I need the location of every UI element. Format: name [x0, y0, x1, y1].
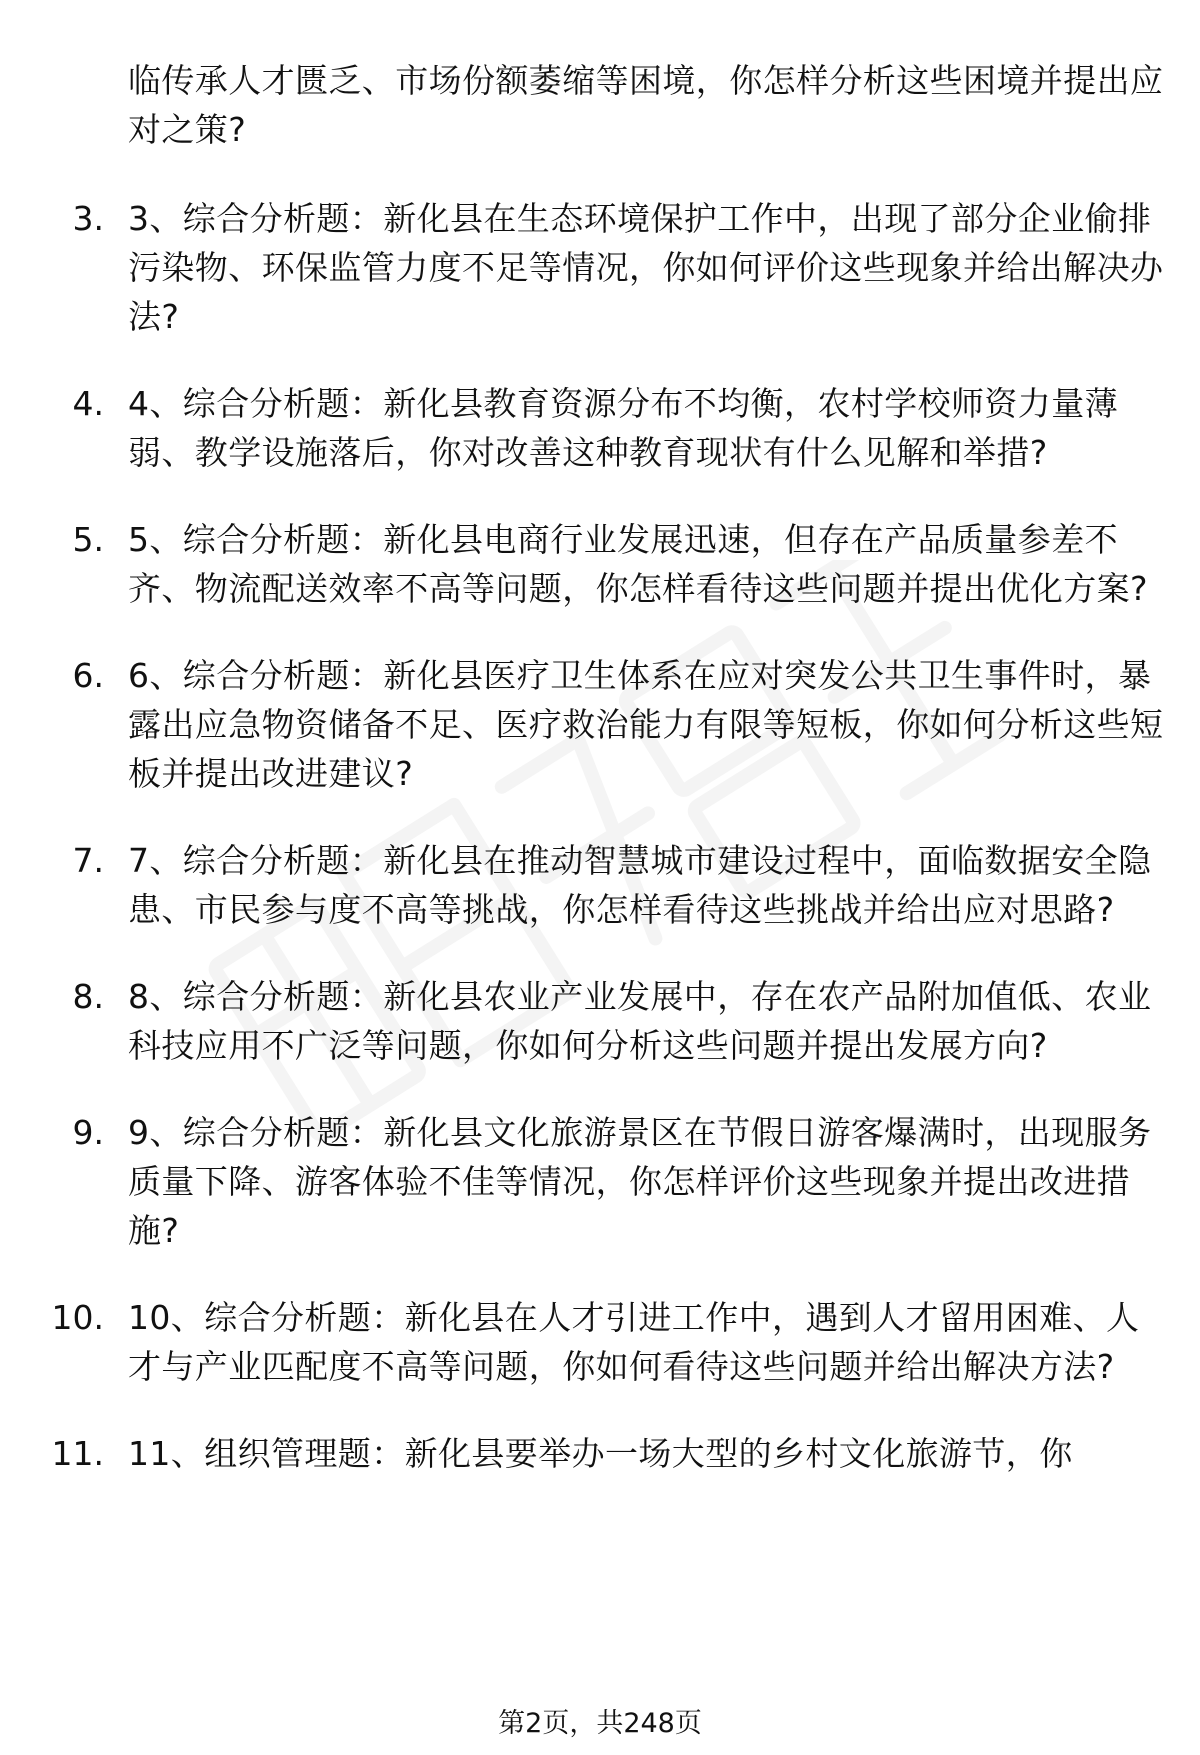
- item-text: 6、综合分析题：新化县医疗卫生体系在应对突发公共卫生事件时，暴露出应急物资储备不足、医疗救治能力有限等短板，你如何分析这些短板并提出改进建议?: [128, 656, 1164, 793]
- item-number: 10.: [51, 1298, 104, 1337]
- item-number: 11.: [51, 1434, 104, 1473]
- list-item: [0, 194, 1200, 341]
- item-number: 6.: [72, 656, 104, 695]
- list-item: [0, 1429, 1200, 1478]
- item-text: 10、综合分析题：新化县在人才引进工作中，遇到人才留用困难、人才与产业匹配度不高等问题，你如何看待这些问题并给出解决方法?: [128, 1298, 1140, 1386]
- item-number: 5.: [72, 520, 104, 559]
- list-item: [0, 836, 1200, 934]
- item-text: 5、综合分析题：新化县电商行业发展迅速，但存在产品质量参差不齐、物流配送效率不高等问题，你怎样看待这些问题并提出优化方案?: [128, 520, 1148, 608]
- item-text: 8、综合分析题：新化县农业产业发展中，存在农产品附加值低、农业科技应用不广泛等问题，你如何分析这些问题并提出发展方向?: [128, 977, 1152, 1065]
- list-item: [0, 1108, 1200, 1255]
- continuation-text: 临传承人才匮乏、市场份额萎缩等困境，你怎样分析这些困境并提出应对之策?: [128, 61, 1164, 149]
- item-text: 9、综合分析题：新化县文化旅游景区在节假日游客爆满时，出现服务质量下降、游客体验不佳等情况，你怎样评价这些现象并提出改进措施?: [128, 1113, 1152, 1250]
- page-footer: 第2页，共248页: [498, 1708, 702, 1739]
- item-text: 11、组织管理题：新化县要举办一场大型的乡村文化旅游节，你: [128, 1434, 1073, 1473]
- list-item: [0, 1293, 1200, 1391]
- item-text: 3、综合分析题：新化县在生态环境保护工作中，出现了部分企业偷排污染物、环保监管力度不足等情况，你如何评价这些现象并给出解决办法?: [128, 199, 1164, 336]
- list-item: [0, 651, 1200, 798]
- list-item: [0, 515, 1200, 613]
- list-item: [0, 379, 1200, 477]
- item-text: 4、综合分析题：新化县教育资源分布不均衡，农村学校师资力量薄弱、教学设施落后，你对改善这种教育现状有什么见解和举措?: [128, 384, 1118, 472]
- item-number: 9.: [72, 1113, 104, 1152]
- question-list: [0, 56, 1200, 1516]
- item-number: 4.: [72, 384, 104, 423]
- list-item-continuation: [0, 56, 1200, 154]
- item-number: 3.: [72, 199, 104, 238]
- item-number: 7.: [72, 841, 104, 880]
- list-item: [0, 972, 1200, 1070]
- item-text: 7、综合分析题：新化县在推动智慧城市建设过程中，面临数据安全隐患、市民参与度不高等挑战，你怎样看待这些挑战并给出应对思路?: [128, 841, 1152, 929]
- item-number: 8.: [72, 977, 104, 1016]
